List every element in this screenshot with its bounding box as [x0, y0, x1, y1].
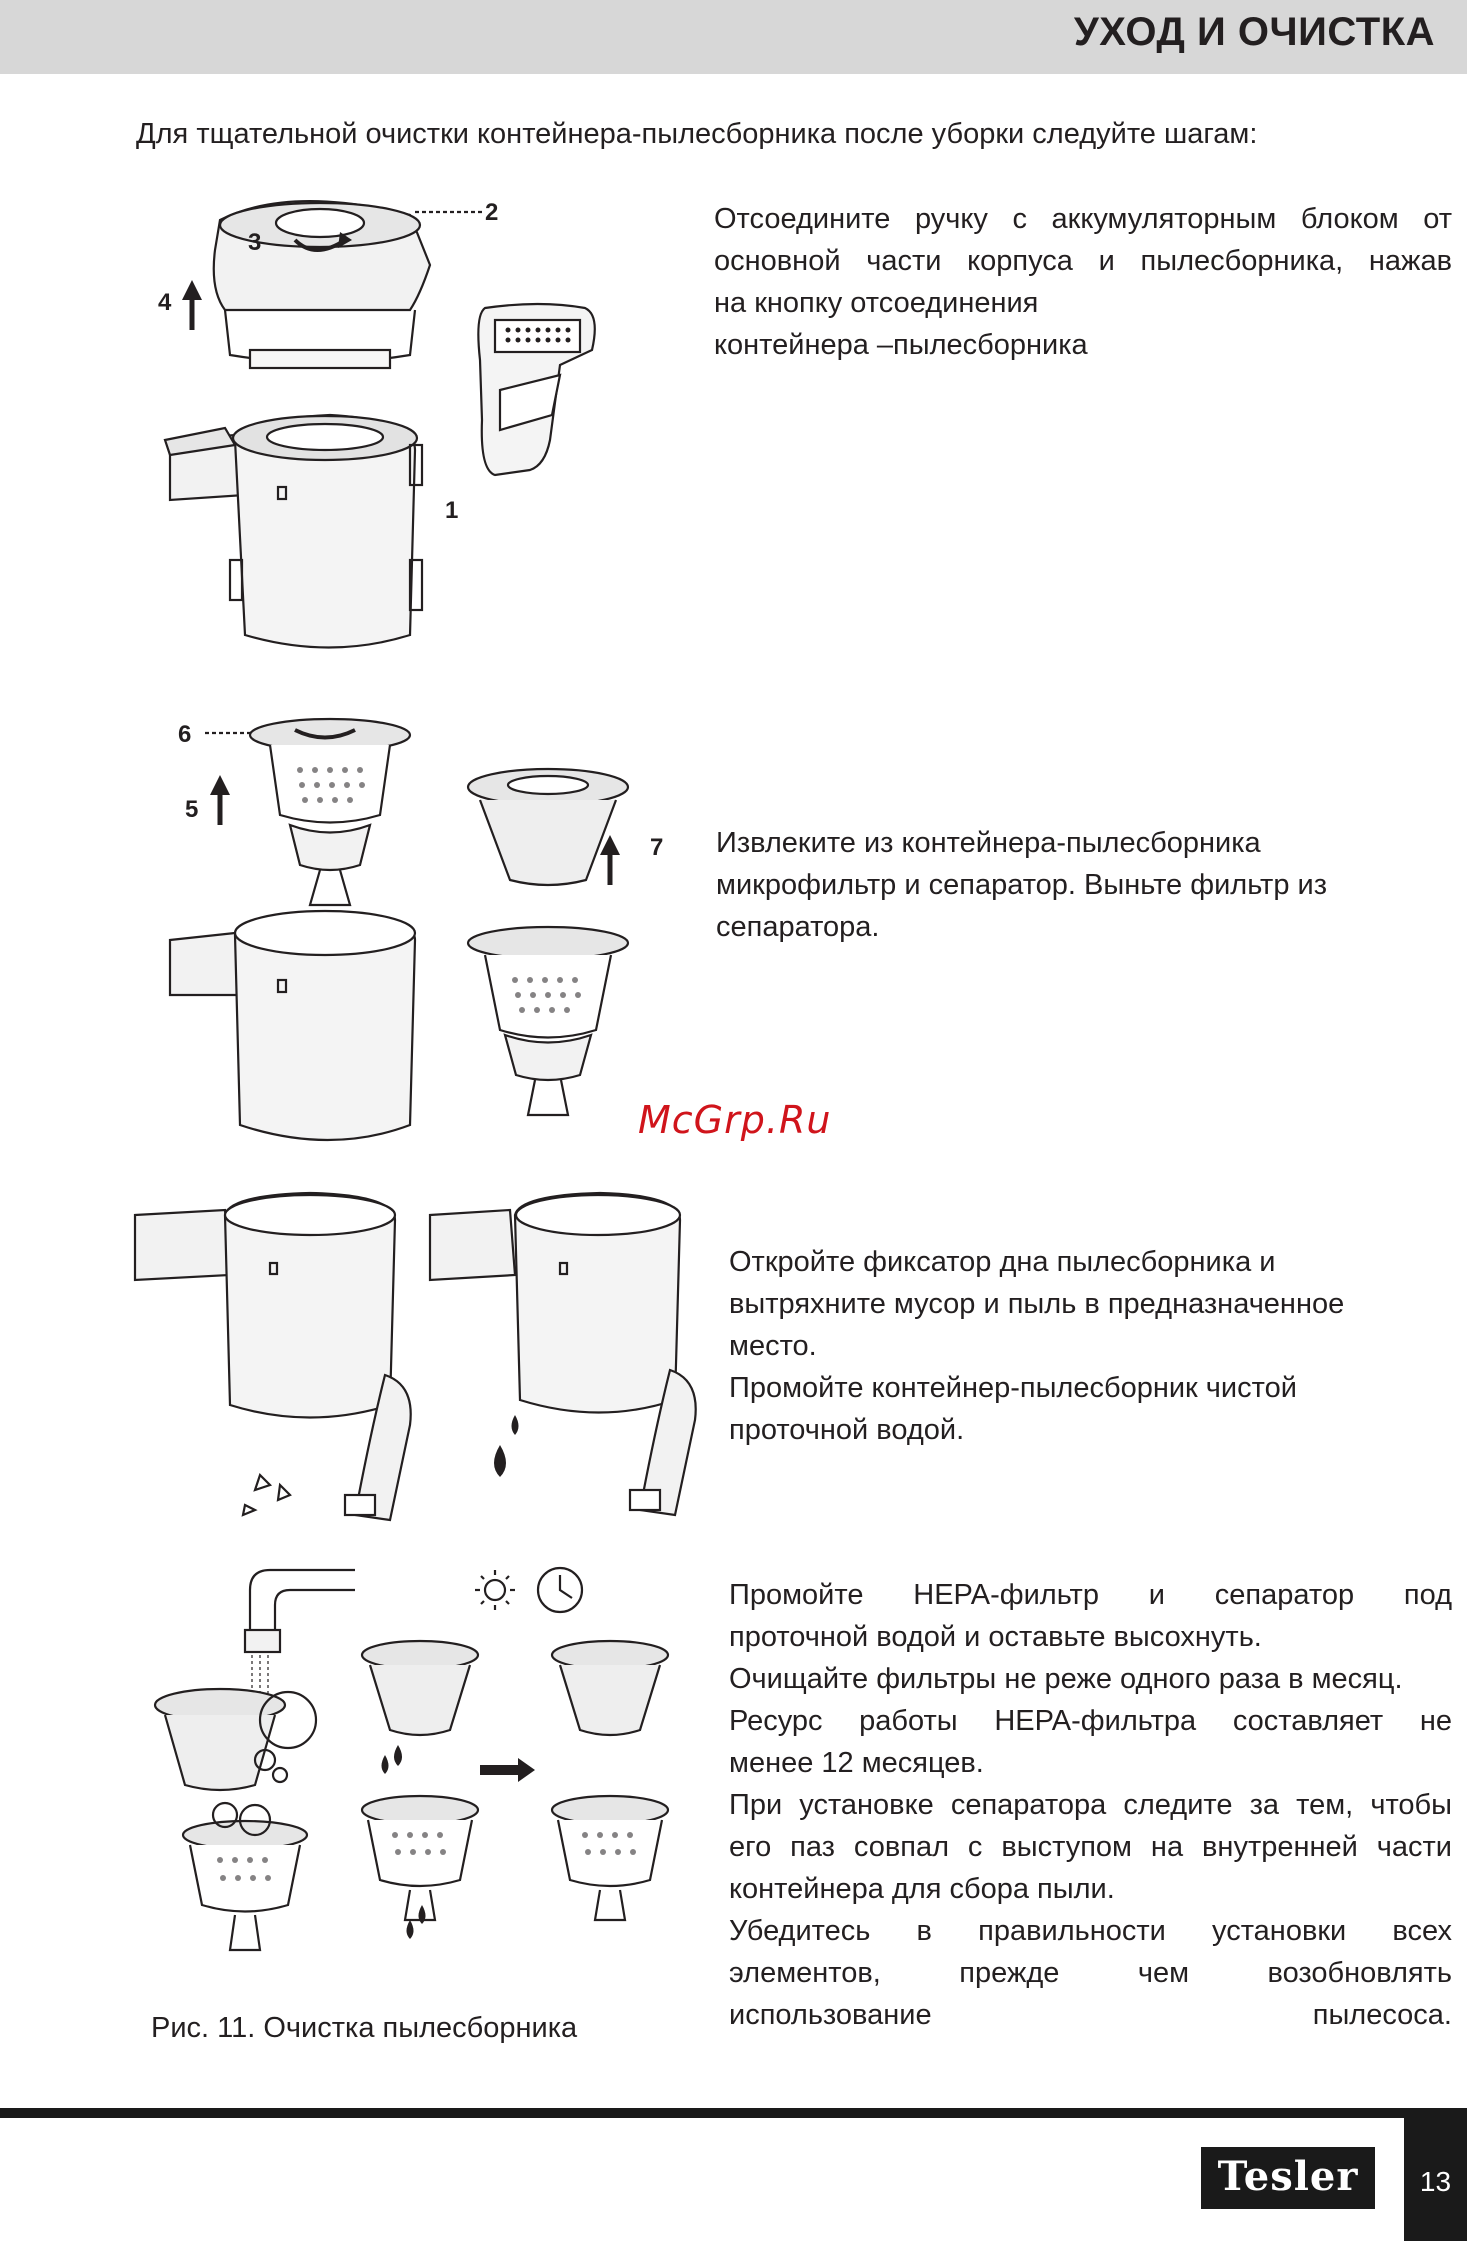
illustration-filter-removal — [130, 705, 690, 1160]
page-title: УХОД И ОЧИСТКА — [1073, 10, 1435, 54]
illustration-disassembly — [130, 190, 690, 690]
text-line: Отсоедините ручку с аккумуляторным блоком от — [714, 203, 1452, 235]
callout-1: 1 — [445, 497, 459, 524]
illustration-washing — [140, 1560, 700, 1980]
callout-6: 6 — [178, 721, 192, 748]
footer-divider — [0, 2108, 1467, 2118]
text-line: Убедитесь в правильности установки всех — [729, 1915, 1452, 1947]
text-line: на кнопку отсоединения — [714, 287, 1039, 319]
step-3-text — [729, 1241, 1449, 1451]
text-line: место. — [729, 1330, 817, 1362]
callout-7: 7 — [650, 834, 664, 861]
text-line: использование пылесоса. — [729, 1999, 1452, 2031]
text-line: Извлеките из контейнера-пылесборника — [716, 827, 1261, 859]
text-line: Промойте HEPA-фильтр и сепаратор под — [729, 1579, 1452, 1611]
callout-4: 4 — [158, 289, 172, 316]
text-line: контейнера для сбора пыли. — [729, 1873, 1115, 1905]
text-line: проточной водой. — [729, 1414, 965, 1446]
text-line: Промойте контейнер-пылесборник чистой — [729, 1372, 1297, 1404]
header-bar — [0, 0, 1467, 74]
text-line: вытряхните мусор и пыль в предназначенное — [729, 1288, 1345, 1320]
text-line: менее 12 месяцев. — [729, 1747, 984, 1779]
callout-2: 2 — [485, 199, 499, 226]
figure-caption: Рис. 11. Очистка пылесборника — [151, 2012, 578, 2044]
step-1-text — [714, 198, 1452, 366]
callout-3: 3 — [248, 229, 262, 256]
illustration-emptying — [130, 1185, 710, 1530]
brand-logo-text: Tesler — [1217, 2153, 1359, 2200]
brand-logo — [1201, 2147, 1375, 2209]
step-4-text — [729, 1574, 1452, 2036]
text-line: Откройте фиксатор дна пылесборника и — [729, 1246, 1276, 1278]
text-line: Очищайте фильтры не реже одного раза в месяц. — [729, 1663, 1403, 1695]
callout-5: 5 — [185, 796, 199, 823]
text-line: его паз совпал с выступом на внутренней части — [729, 1831, 1452, 1863]
step-2-text — [716, 822, 1436, 948]
intro-text: Для тщательной очистки контейнера-пылесборника после уборки следуйте шагам: — [136, 118, 1258, 150]
text-line: При установке сепаратора следите за тем, чтобы — [729, 1789, 1452, 1821]
text-line: микрофильтр и сепаратор. Выньте фильтр из — [716, 869, 1328, 901]
page-number: 13 — [1419, 2166, 1452, 2197]
text-line: проточной водой и оставьте высохнуть. — [729, 1621, 1262, 1653]
text-line: сепаратора. — [716, 911, 880, 943]
text-line: основной части корпуса и пылесборника, нажав — [714, 245, 1452, 277]
text-line: элементов, прежде чем возобновлять — [729, 1957, 1452, 1989]
page-number-box — [1404, 2118, 1467, 2241]
watermark: McGrp.Ru — [638, 1098, 832, 1142]
text-line: Ресурс работы HEPA-фильтра составляет не — [729, 1705, 1452, 1737]
text-line: контейнера –пылесборника — [714, 329, 1088, 361]
